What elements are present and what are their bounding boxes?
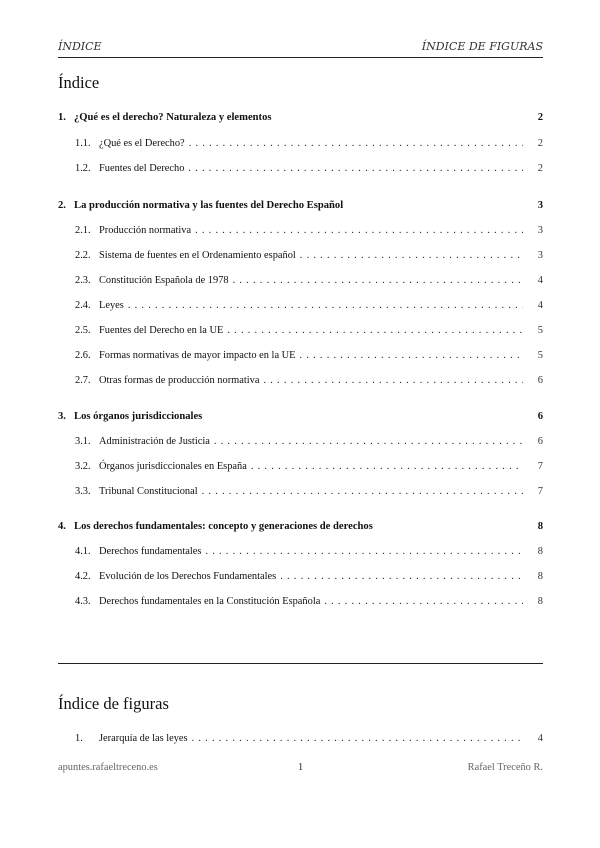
- toc-subsection-page: 8: [537, 546, 543, 557]
- toc-subsection-page: 7: [537, 461, 543, 472]
- toc-title: Índice: [58, 73, 100, 92]
- toc-subsection-number: 4.1.: [75, 546, 91, 557]
- toc-subsection-2-7[interactable]: [58, 374, 543, 388]
- footer-author: Rafael Treceño R.: [467, 762, 543, 773]
- dot-leader: [189, 137, 523, 151]
- dot-leader: [202, 485, 523, 499]
- toc-subsection-2-3[interactable]: [58, 274, 543, 288]
- toc-subsection-title: Leyes: [99, 300, 124, 311]
- toc-subsection-title: Tribunal Constitucional: [99, 486, 198, 497]
- toc-section-1[interactable]: [58, 111, 543, 125]
- toc-subsection-number: 3.1.: [75, 436, 91, 447]
- toc-section-title: La producción normativa y las fuentes del Derecho Español: [74, 200, 344, 211]
- toc-section-page: 3: [537, 200, 543, 211]
- toc-section-number: 4.: [58, 521, 66, 532]
- toc-subsection-title: Producción normativa: [99, 225, 192, 236]
- toc-subsection-title: Fuentes del Derecho: [99, 163, 185, 174]
- toc-subsection-number: 2.6.: [75, 350, 91, 361]
- toc-subsection-2-2[interactable]: [58, 249, 543, 263]
- figure-title: Jerarquía de las leyes: [99, 733, 188, 744]
- toc-subsection-number: 3.2.: [75, 461, 91, 472]
- toc-subsection-page: 8: [537, 571, 543, 582]
- toc-section-number: 3.: [58, 411, 66, 422]
- dot-leader: [227, 324, 523, 338]
- dot-leader: [188, 162, 523, 176]
- toc-subsection-number: 2.4.: [75, 300, 91, 311]
- dot-leader: [300, 249, 523, 263]
- toc-subsection-4-1[interactable]: [58, 545, 543, 559]
- dot-leader: [128, 299, 523, 313]
- toc-subsection-2-6[interactable]: [58, 349, 543, 363]
- toc-subsection-4-3[interactable]: [58, 595, 543, 609]
- toc-subsection-page: 5: [537, 350, 543, 361]
- toc-subsection-title: Constitución Española de 1978: [99, 275, 229, 286]
- toc-section-title: ¿Qué es el derecho? Naturaleza y elementos: [74, 112, 272, 123]
- toc-subsection-number: 1.2.: [75, 163, 91, 174]
- dot-leader: [205, 545, 523, 559]
- toc-section-2[interactable]: [58, 199, 543, 213]
- toc-section-3[interactable]: [58, 410, 543, 424]
- toc-subsection-page: 4: [537, 275, 543, 286]
- toc-subsection-title: Otras formas de producción normativa: [99, 375, 260, 386]
- figures-index-title: Índice de figuras: [58, 694, 169, 713]
- toc-section-number: 2.: [58, 200, 66, 211]
- toc-subsection-title: Órganos jurisdiccionales en España: [99, 461, 247, 472]
- toc-subsection-number: 3.3.: [75, 486, 91, 497]
- toc-section-page: 2: [537, 112, 543, 123]
- dot-leader: [214, 435, 523, 449]
- toc-subsection-2-1[interactable]: [58, 224, 543, 238]
- toc-subsection-number: 4.2.: [75, 571, 91, 582]
- toc-subsection-number: 2.7.: [75, 375, 91, 386]
- figure-page: 4: [537, 733, 543, 744]
- toc-subsection-1-2[interactable]: [58, 162, 543, 176]
- toc-subsection-page: 2: [537, 163, 543, 174]
- toc-subsection-page: 6: [537, 375, 543, 386]
- toc-subsection-page: 3: [537, 225, 543, 236]
- section-divider: [58, 663, 543, 664]
- footer-page-number: 1: [298, 762, 304, 773]
- toc-subsection-3-1[interactable]: [58, 435, 543, 449]
- toc-subsection-title: Administración de Justicia: [99, 436, 210, 447]
- toc-subsection-number: 2.1.: [75, 225, 91, 236]
- dot-leader: [192, 732, 523, 746]
- dot-leader: [300, 349, 523, 363]
- toc-subsection-page: 7: [537, 486, 543, 497]
- toc-subsection-page: 2: [537, 138, 543, 149]
- toc-subsection-page: 6: [537, 436, 543, 447]
- running-header-right: ÍNDICE DE FIGURAS: [421, 40, 543, 53]
- toc-subsection-number: 2.3.: [75, 275, 91, 286]
- toc-section-4[interactable]: [58, 520, 543, 534]
- running-header-left: ÍNDICE: [58, 40, 102, 53]
- toc-subsection-title: Formas normativas de mayor impacto en la UE: [99, 350, 296, 361]
- dot-leader: [233, 274, 523, 288]
- toc-subsection-3-2[interactable]: [58, 460, 543, 474]
- toc-subsection-number: 2.2.: [75, 250, 91, 261]
- toc-subsection-3-3[interactable]: [58, 485, 543, 499]
- dot-leader: [280, 570, 523, 584]
- toc-subsection-2-4[interactable]: [58, 299, 543, 313]
- toc-section-title: Los órganos jurisdiccionales: [74, 411, 203, 422]
- toc-subsection-number: 4.3.: [75, 596, 91, 607]
- toc-subsection-page: 3: [537, 250, 543, 261]
- toc-subsection-title: Derechos fundamentales: [99, 546, 202, 557]
- dot-leader: [324, 595, 523, 609]
- toc-subsection-number: 2.5.: [75, 325, 91, 336]
- toc-subsection-title: Fuentes del Derecho en la UE: [99, 325, 224, 336]
- running-header: [58, 41, 543, 58]
- dot-leader: [251, 460, 523, 474]
- toc-subsection-number: 1.1.: [75, 138, 91, 149]
- toc-subsection-page: 8: [537, 596, 543, 607]
- toc-subsection-title: ¿Qué es el Derecho?: [99, 138, 185, 149]
- toc-section-title: Los derechos fundamentales: concepto y generaciones de derechos: [74, 521, 373, 532]
- toc-subsection-title: Derechos fundamentales en la Constitución Española: [99, 596, 321, 607]
- toc-subsection-title: Evolución de los Derechos Fundamentales: [99, 571, 277, 582]
- dot-leader: [195, 224, 523, 238]
- footer-website: apuntes.rafaeltreceno.es: [58, 762, 158, 773]
- toc-subsection-page: 4: [537, 300, 543, 311]
- dot-leader: [263, 374, 523, 388]
- toc-subsection-page: 5: [537, 325, 543, 336]
- figure-number: 1.: [75, 733, 83, 744]
- toc-subsection-4-2[interactable]: [58, 570, 543, 584]
- toc-section-page: 6: [537, 411, 543, 422]
- toc-subsection-1-1[interactable]: [58, 137, 543, 151]
- toc-section-page: 8: [537, 521, 543, 532]
- toc-subsection-2-5[interactable]: [58, 324, 543, 338]
- toc-subsection-title: Sistema de fuentes en el Ordenamiento español: [99, 250, 296, 261]
- figure-entry-1[interactable]: [58, 732, 543, 746]
- toc-section-number: 1.: [58, 112, 66, 123]
